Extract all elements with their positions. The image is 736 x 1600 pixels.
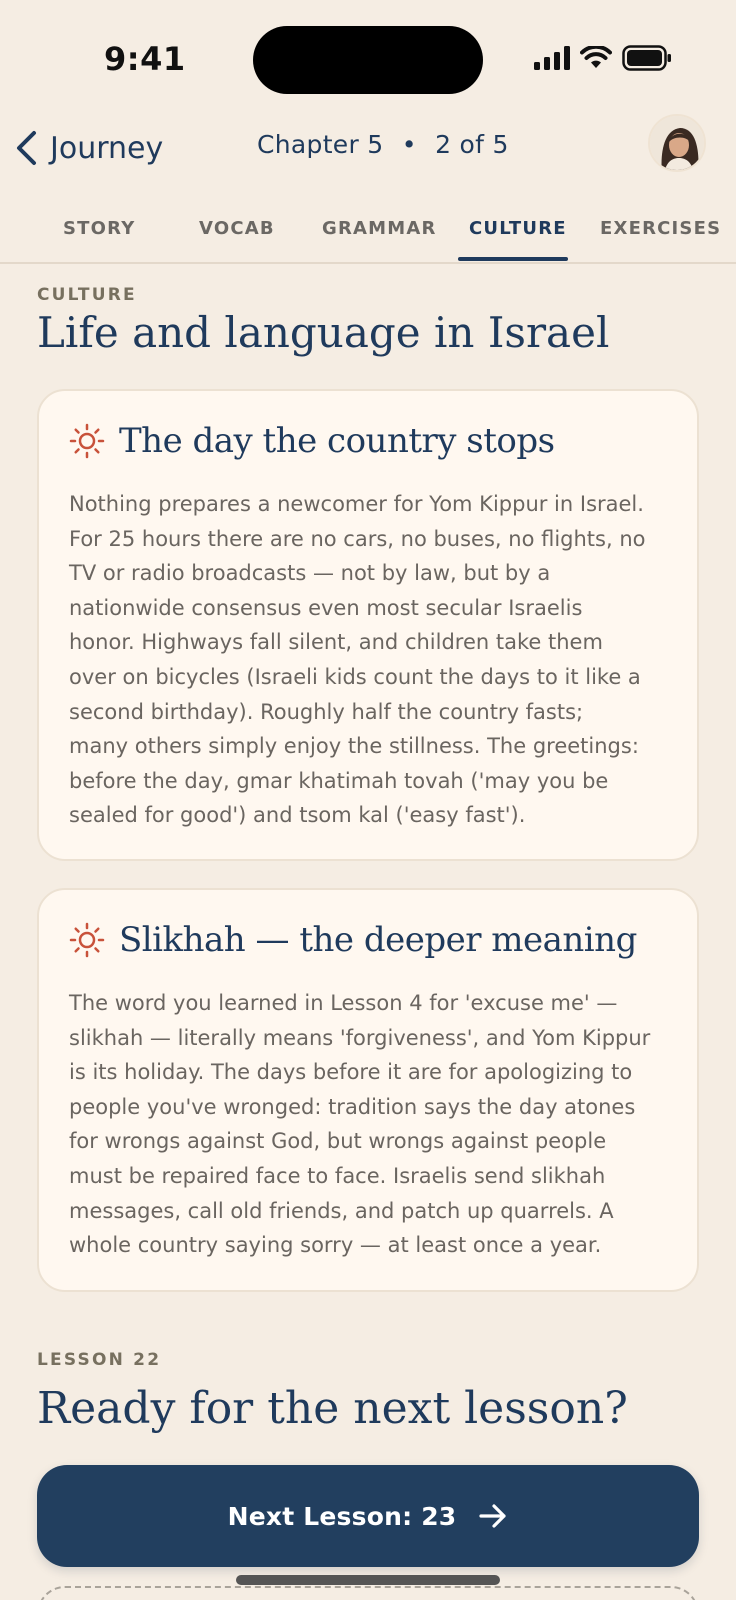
avatar[interactable]	[648, 114, 706, 172]
arrow-right-icon	[478, 1503, 508, 1529]
avatar-image	[650, 116, 706, 172]
card-body-line: many others simply enjoy the stillness. The greetings:	[69, 734, 639, 759]
section-title: Life and language in Israel	[37, 308, 610, 357]
next-lesson-button[interactable]	[37, 1465, 699, 1567]
card-header	[69, 920, 637, 960]
card-body	[69, 986, 673, 1263]
sun-icon	[69, 423, 105, 459]
sun-icon	[69, 922, 105, 958]
system-icons	[534, 44, 672, 72]
status-bar	[0, 0, 736, 110]
chapter-progress: 2 of 5	[435, 130, 509, 159]
battery-icon	[622, 45, 672, 71]
dashed-card-placeholder	[37, 1586, 699, 1600]
card-body-line: before the day, gmar khatimah tovah ('may you be	[69, 768, 609, 793]
chapter-indicator	[257, 130, 509, 159]
section-eyebrow: CULTURE	[37, 285, 137, 305]
tab-story[interactable]: STORY	[63, 218, 136, 239]
culture-card	[37, 888, 699, 1292]
tab-vocab[interactable]: VOCAB	[199, 218, 275, 239]
card-title: Slikhah — the deeper meaning	[119, 920, 637, 960]
next-lesson-button-label: Next Lesson: 23	[227, 1501, 457, 1531]
chevron-left-icon	[14, 130, 40, 166]
card-body-line: TV or radio broadcasts — not by law, but by a	[69, 561, 551, 586]
card-body-line: over on bicycles (Israeli kids count the days to it like a	[69, 664, 641, 689]
chapter-separator: •	[401, 130, 417, 159]
card-body-line: must be repaired face to face. Israelis send slikhah	[69, 1163, 606, 1188]
chapter-label: Chapter 5	[257, 130, 384, 159]
next-lesson-title: Ready for the next lesson?	[37, 1383, 628, 1434]
card-body-line: people you've wronged: tradition says the day atones	[69, 1094, 636, 1119]
card-body-line: second birthday). Roughly half the country fasts;	[69, 699, 584, 724]
card-body-line: slikhah — literally means 'forgiveness', and Yom Kippur	[69, 1025, 651, 1050]
tab-culture[interactable]: CULTURE	[469, 218, 567, 239]
card-body-line: For 25 hours there are no cars, no buses, no flights, no	[69, 526, 646, 551]
home-indicator	[236, 1575, 500, 1585]
card-body-line: messages, call old friends, and patch up quarrels. A	[69, 1198, 614, 1223]
next-lesson-eyebrow: LESSON 22	[37, 1350, 162, 1370]
back-button[interactable]	[14, 124, 163, 172]
tab-exercises[interactable]: EXERCISES	[600, 218, 722, 239]
card-header	[69, 421, 555, 461]
dynamic-island	[253, 26, 483, 94]
signal-icon	[534, 46, 570, 70]
culture-card	[37, 389, 699, 861]
card-body-line: nationwide consensus even most secular Israelis	[69, 595, 583, 620]
card-body-line: is its holiday. The days before it are for apologizing to	[69, 1060, 633, 1085]
card-body-line: whole country saying sorry — at least once a year.	[69, 1233, 602, 1258]
section-tabs	[0, 200, 736, 264]
card-body-line: honor. Highways fall silent, and children take them	[69, 630, 603, 655]
active-tab-indicator	[458, 257, 568, 261]
wifi-icon	[580, 46, 612, 70]
card-title: The day the country stops	[119, 421, 555, 461]
nav-header	[0, 110, 736, 190]
tab-grammar[interactable]: GRAMMAR	[322, 218, 437, 239]
status-time: 9:41	[104, 40, 186, 78]
card-body-line: for wrongs against God, but wrongs against people	[69, 1129, 607, 1154]
card-body-line: Nothing prepares a newcomer for Yom Kippur in Israel.	[69, 492, 644, 516]
card-body-line: sealed for good') and tsom kal ('easy fast').	[69, 803, 526, 828]
card-body-line: The word you learned in Lesson 4 for 'excuse me' —	[69, 991, 618, 1015]
back-label: Journey	[50, 130, 164, 166]
card-body	[69, 487, 673, 833]
